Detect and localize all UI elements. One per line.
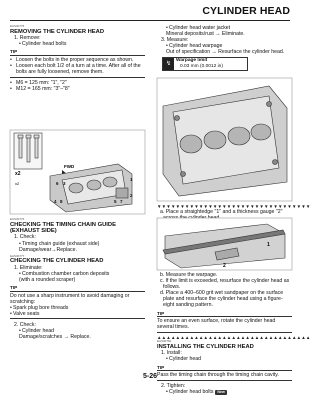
bolt-sequence-illustration: [10, 130, 145, 214]
right-column: [157, 25, 292, 72]
item-water-jacket: • Cylinder head water jacket: [157, 25, 292, 31]
fig-bolt-7: 7: [120, 199, 123, 204]
section-code: EAS30776: [10, 217, 25, 221]
procedure-end-marker: ▲▲▲▲▲▲▲▲▲▲▲▲▲▲▲▲▲▲▲▲▲▲▲▲▲▲▲▲▲▲▲▲▲: [157, 335, 311, 341]
step-check: 1. Check:: [14, 234, 36, 241]
tip-heading: TIP: [157, 311, 292, 318]
fig-bolt-4: 4: [54, 199, 57, 204]
left-column-lower: [10, 218, 145, 340]
step-measure: 3. Measure:: [161, 37, 189, 44]
procedure-start-marker: ▼▼▼▼▼▼▼▼▼▼▼▼▼▼▼▼▼▼▼▼▼▼▼▼▼▼▼▼▼▼▼▼▼: [157, 204, 311, 209]
tip-bullet-spark-plug: • Spark plug bore threads: [10, 305, 145, 311]
fig-bolt-6: 6: [56, 181, 59, 186]
tip-bullet-valve-seats: • Valve seats: [10, 311, 145, 317]
item-cylinder-head: • Cylinder head: [10, 328, 145, 334]
section-title-timing-chain-l1: CHECKING THE TIMING CHAIN GUIDE: [10, 221, 116, 228]
step-install: 1. Install:: [161, 350, 182, 357]
item-carbon-deposits-note: (with a rounded scraper): [19, 276, 76, 283]
new-part-tag: New: [217, 390, 225, 395]
tip-end-rule: [10, 318, 145, 319]
item-head-warpage-result: Out of specification → Resurface the cylinder head.: [166, 49, 285, 56]
step-remove: 1. Remove:: [14, 35, 41, 41]
item-head-warpage: • Cylinder head warpage: [157, 43, 292, 49]
fig-bolt-5: 5: [114, 199, 117, 204]
tip-heading: TIP: [157, 365, 292, 372]
page-number: 5-26: [142, 373, 157, 380]
bolt-spec-m12: • M12 = 165 mm: "3"–"8": [10, 86, 145, 92]
item-timing-chain-guide-result: Damage/wear→Replace.: [19, 246, 77, 253]
fig-label-2: 2: [223, 263, 226, 269]
item-water-jacket-result: Mineral deposits/rust → Eliminate.: [166, 31, 245, 38]
fig-label-fwd: FWD: [64, 164, 75, 169]
fig-label-x2b: x2: [15, 181, 20, 186]
page-header-title: CYLINDER HEAD: [202, 5, 290, 17]
tip-heading: TIP: [10, 49, 145, 56]
bolt-spec-m6: • M6 = 125 mm: "1", "2": [10, 80, 145, 86]
section-title-removing: REMOVING THE CYLINDER HEAD: [10, 28, 105, 35]
fig-bolt-3: 3: [63, 181, 66, 186]
step-b-measure: b. Measure the warpage.: [160, 272, 218, 278]
fig-bolt-1: 1: [130, 177, 133, 182]
item-cylinder-head-bolts: • Cylinder head bolts New: [157, 389, 292, 395]
item-cylinder-head-result: Damage/scratches → Replace.: [19, 334, 91, 341]
fig-label-x2: x2: [15, 171, 21, 177]
step-check-2: 2. Check:: [14, 321, 36, 328]
fig-bolt-2: 2: [130, 193, 133, 198]
item-cylinder-head-bolts: • Cylinder head bolts: [10, 41, 145, 47]
straightedge-figure: [157, 218, 292, 270]
fig-label-1: 1: [267, 242, 270, 248]
step-tighten: 2. Tighten:: [161, 383, 186, 390]
tip-item-loosen: • Loosen each bolt 1/2 of a turn at a time. After all of the bolts are fully loosened, remove them.: [10, 63, 145, 75]
tip-heading: TIP: [10, 285, 145, 292]
section-code: EAS30775: [10, 24, 25, 28]
left-column: [10, 25, 145, 92]
warpage-limit-icon: ↯: [163, 58, 174, 70]
fig-bolt-8: 8: [60, 199, 63, 204]
step-a-place-straightedge: a. Place a straightedge "1" and a thickness gauge "2": [160, 209, 283, 215]
section-title-installing: INSTALLING THE CYLINDER HEAD: [157, 343, 254, 350]
header-rule: [10, 20, 290, 21]
item-cylinder-head: • Cylinder head: [157, 356, 292, 362]
tip-text-timing-chain: Pass the timing chain through the timing chain cavity.: [157, 372, 279, 379]
cylinder-head-top-illustration: [157, 78, 292, 201]
warpage-limit-label: Warpage limit: [176, 58, 208, 64]
warpage-limit-box: [162, 57, 248, 71]
section-title-checking-head: CHECKING THE CYLINDER HEAD: [10, 258, 104, 265]
straightedge-illustration: [157, 218, 292, 270]
section-title-timing-chain-l2: (EXHAUST SIDE): [10, 228, 57, 234]
step-d-sandpaper: d. Place a 400–600 grit wet sandpaper on the surface plate and resurface the cylinder head using a figure-eight sanding pattern.: [160, 290, 284, 309]
bolt-inset: [14, 133, 42, 169]
step-eliminate: 1. Eliminate:: [14, 264, 43, 271]
tip-end-rule: [10, 77, 145, 78]
item-timing-chain-guide: • Timing chain guide (exhaust side): [10, 241, 145, 247]
tip-end-rule: [157, 332, 292, 333]
warpage-limit-value: 0.03 mm (0.0012 in): [180, 64, 223, 70]
tip-text-rotate: To ensure an even surface, rotate the cylinder head several times.: [157, 318, 276, 331]
cylinder-head-top-figure: [157, 78, 292, 201]
section-code: EAS30781: [157, 339, 172, 344]
section-code: EAS30777: [10, 253, 25, 258]
step-c-resurface: c. If the limit is exceeded, resurface the cylinder head as follows.: [160, 278, 290, 291]
item-carbon-deposits: • Combustion chamber carbon deposits: [10, 271, 145, 277]
cylinder-head-bolt-sequence-figure: [10, 130, 145, 214]
tip-item-sequence: • Loosen the bolts in the proper sequence as shown.: [10, 57, 145, 63]
tip-text-sharp-instrument: Do not use a sharp instrument to avoid damaging or scratching:: [10, 292, 130, 305]
